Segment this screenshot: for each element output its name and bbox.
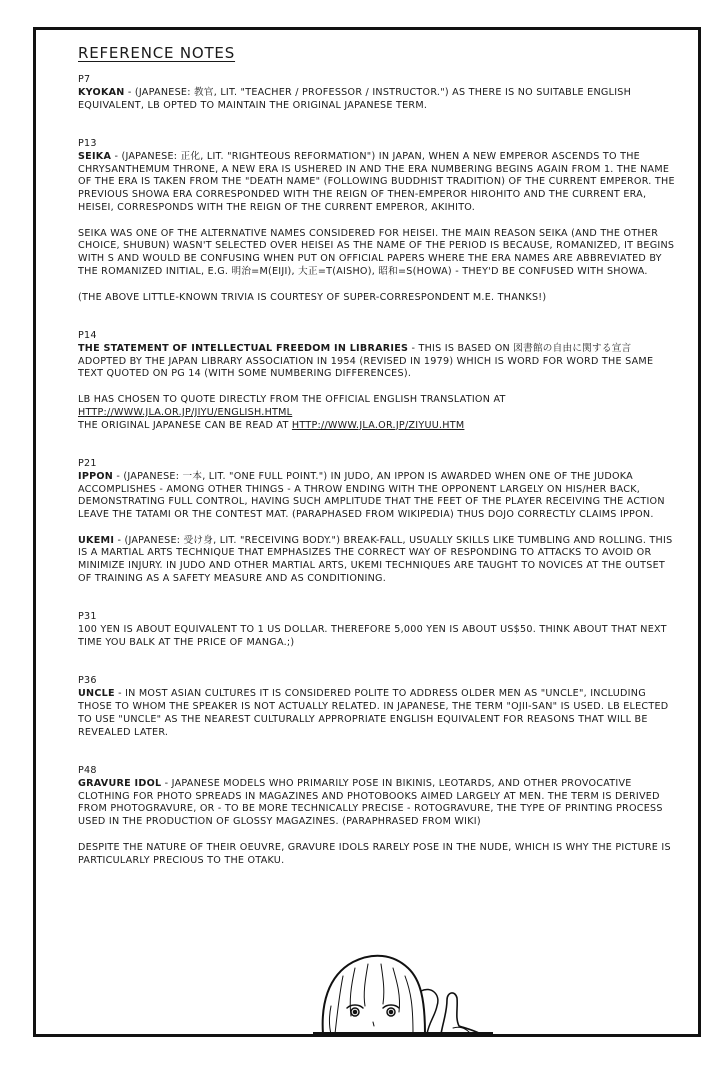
term: UKEMI [78,534,115,546]
page-number: P31 [78,611,97,623]
page-number: P48 [78,765,97,777]
note-p21 [78,458,678,586]
note-p36 [78,675,678,739]
note-p14 [78,330,678,432]
page-number: P13 [78,137,97,149]
note-paragraph [78,778,678,829]
note-paragraph: (THE ABOVE LITTLE-KNOWN TRIVIA IS COURTESY OF SUPER-CORRESPONDENT M.E. THANKS!) [78,291,547,303]
note-paragraph: SEIKA WAS ONE OF THE ALTERNATIVE NAMES CONSIDERED FOR HEISEI. THE MAIN REASON SEIKA (AND THE OTHER CHOICE, SHUBUN) WASN'T SELECTED OVER HEISEI AS THE NAME OF THE PERIOD IS BECAUSE, ROMANIZED, IT BEGINS WITH S AND WOULD BE CONFUSING WHEN PUT ON OFFICIAL PAPERS WHERE THE ERA NAMES ARE ABBREVIATED BY THE ROMANIZED INITIAL, E.G. 明治=M(EIJI), 大正=T(AISHO), 昭和=S(HOWA) - THEY'D BE CONFUSED WITH SHOWA. [78,227,675,277]
definition: - JAPANESE MODELS WHO PRIMARILY POSE IN BIKINIS, LEOTARDS, AND OTHER PROVOCATIVE CLOTHING FOR PHOTO SPREADS IN MAGAZINES AND PHOTOBOOKS AIMED LARGELY AT MEN. THE TERM IS DERIVED FROM PHOTOGRAVURE, OR - TO BE MORE TECHNICALLY PRECISE - ROTOGRAVURE, THE TYPE OF PRINTING PROCESS USED IN THE PRODUCTION OF GLOSSY MAGAZINES. (PARAPHRASED FROM WIKI) [78,777,663,828]
links-intro: LB HAS CHOSEN TO QUOTE DIRECTLY FROM THE OFFICIAL ENGLISH TRANSLATION AT [78,393,506,405]
term: KYOKAN [78,86,125,98]
term: THE STATEMENT OF INTELLECTUAL FREEDOM IN LIBRARIES [78,342,409,354]
term: UNCLE [78,688,115,700]
term: SEIKA [78,150,112,162]
definition: - IN MOST ASIAN CULTURES IT IS CONSIDERED POLITE TO ADDRESS OLDER MEN AS "UNCLE", INCLUDING THOSE TO WHOM THE SPEAKER IS NOT ACTUALLY RELATED. IN JAPANESE, THE TERM "OJII-SAN" IS USED. LB ELECTED TO USE "UNCLE" AS THE NEAREST CULTURALLY APPROPRIATE ENGLISH EQUIVALENT FOR REASONS THAT WILL BE REVEALED LATER. [78,688,669,738]
note-p31 [78,611,678,649]
note-p48 [78,765,678,867]
page-number: P36 [78,675,97,687]
note-paragraph: 100 YEN IS ABOUT EQUIVALENT TO 1 US DOLLAR. THEREFORE 5,000 YEN IS ABOUT US$50. THINK ABOUT THAT NEXT TIME YOU BALK AT THE PRICE OF MANGA.;) [78,624,667,649]
note-paragraph [78,535,678,586]
note-paragraph [78,343,678,381]
definition: - (JAPANESE: 受け身, LIT. "RECEIVING BODY.") BREAK-FALL, USUALLY SKILLS LIKE TUMBLING AND ROLLING. THIS IS A MARTIAL ARTS TECHNIQUE THAT EMPHASIZES THE CORRECT WAY OF RESPONDING TO ATTACKS TO AVOID OR MINIMIZE INJURY. IN JUDO AND OTHER MARTIAL ARTS, UKEMI TECHNIQUES ARE TAUGHT TO NOVICES AT THE OUTSET OF TRAINING AS A SAFETY MEASURE AND AS CONDITIONING. [78,534,673,585]
page-number: P14 [78,329,97,341]
note-paragraph: DESPITE THE NATURE OF THEIR OEUVRE, GRAVURE IDOLS RARELY POSE IN THE NUDE, WHICH IS WHY THE PICTURE IS PARTICULARLY PRECIOUS TO THE OTAKU. [78,841,671,866]
reference-notes [78,44,678,867]
note-p13 [78,138,678,304]
english-translation-link[interactable]: HTTP://WWW.JLA.OR.JP/JIYU/ENGLISH.HTML [78,406,293,418]
note-paragraph [78,471,678,522]
note-paragraph [78,394,678,432]
term: IPPON [78,470,114,482]
definition: - (JAPANESE: 一本, LIT. "ONE FULL POINT.") IN JUDO, AN IPPON IS AWARDED WHEN ONE OF THE JUDOKA ACCOMPLISHES - AMONG OTHER THINGS - A THROW ENDING WITH THE OPPONENT LARGELY ON HIS/HER BACK, DEMONSTRATING FULL CONTROL, HAVING SUCH AMPLITUDE THAT THE FEET OF THE PLAYER RECEIVING THE ACTION LEAVE THE TATAMI OR THE CONTEST MAT. (PARAPHASED FROM WIKIPEDIA) THUS DOJO CORRECTLY CLAIMS IPPON. [78,470,665,521]
page-number: P21 [78,457,97,469]
definition: - THIS IS BASED ON 図書館の自由に関する宣言 ADOPTED BY THE JAPAN LIBRARY ASSOCIATION IN 1954 (REVISED IN 1979) WHICH IS WORD FOR WORD THE SAME TEXT QUOTED ON PG 14 (WITH SOME NUMBERING DIFFERENCES). [78,342,654,380]
original-japanese-link[interactable]: HTTP://WWW.JLA.OR.JP/ZIYUU.HTM [291,419,465,431]
note-p7 [78,74,678,112]
page-number: P7 [78,74,91,85]
term: GRAVURE IDOL [78,777,162,789]
definition: - (JAPANESE: 正化, LIT. "RIGHTEOUS REFORMATION") IN JAPAN, WHEN A NEW EMPEROR ASCENDS TO THE CHRYSANTHEMUM THRONE, A NEW ERA IS USHERED IN AND THE ERA NUMBERING BEGINS AGAIN FROM 1. THE NAME OF THE ERA IS TAKEN FROM THE "DEATH NAME" (FOLLOWING BUDDHIST TRADITION) OF THE CURRENT EMPEROR. THE PREVIOUS SHOWA ERA CORRESPONDED WITH THE REIGN OF THEN-EMPEROR HIROHITO AND THE CURRENT ERA, HEISEI, CORRESPONDS WITH THE REIGN OF THE CURRENT EMPEROR, AKIHITO. [78,150,675,213]
original-intro: THE ORIGINAL JAPANESE CAN BE READ AT [78,419,292,431]
page-title: REFERENCE NOTES [78,44,236,62]
note-paragraph [78,688,678,739]
note-paragraph [78,151,678,215]
manga-girl-peeking-icon [313,946,493,1034]
note-paragraph [78,87,678,113]
definition: - (JAPANESE: 教官, LIT. "TEACHER / PROFESSOR / INSTRUCTOR.") AS THERE IS NO SUITABLE ENGLISH EQUIVALENT, LB OPTED TO MAINTAIN THE ORIGINAL JAPANESE TERM. [78,86,632,111]
